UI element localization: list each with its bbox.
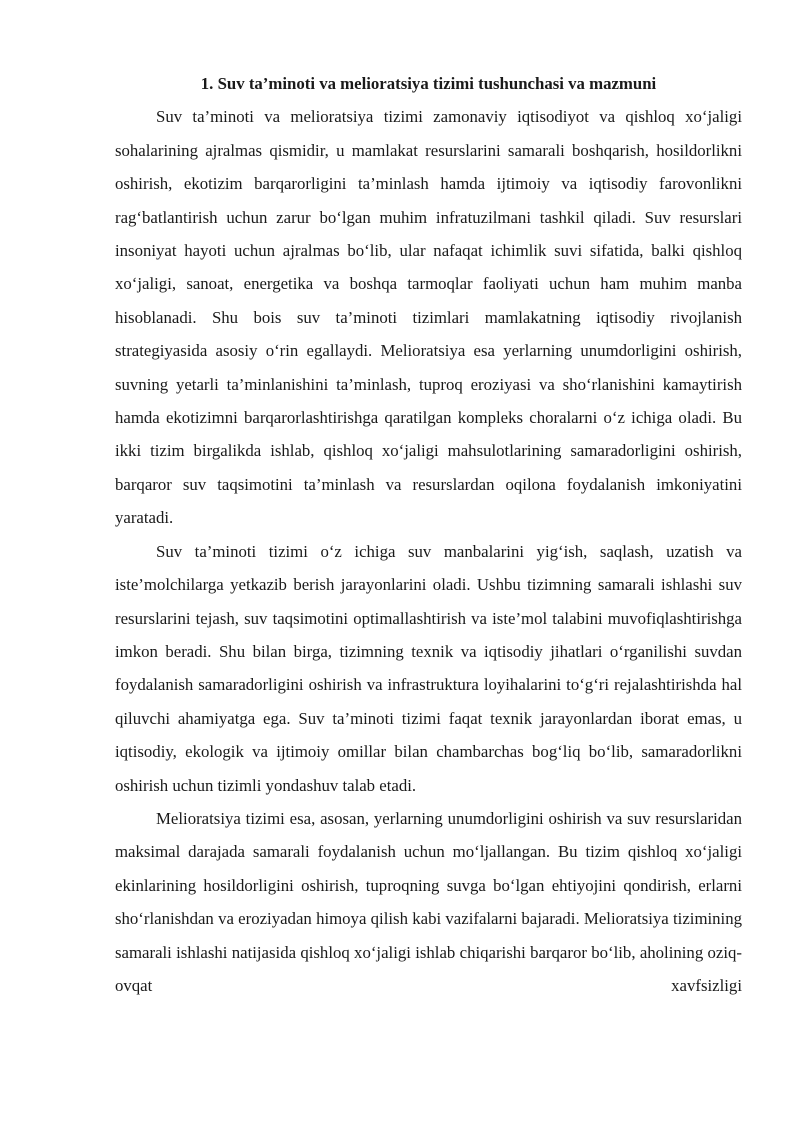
paragraph: Suv ta’minoti tizimi o‘z ichiga suv manbalarini yig‘ish, saqlash, uzatish va iste’molchilarga yetkazib berish jarayonlarini oladi. Ushbu tizimning samarali ishlashi suv resurslarini tejash, suv taqsimotini optimallashtirish va iste’mol talabini muvofiqlashtirishga imkon beradi. Shu bilan birga, tizimning texnik va iqtisodiy jihatlari o‘rganilishi suvdan foydalanish samaradorligini oshirish va infrastruktura loyihalarini to‘g‘ri rejalashtirishda hal qiluvchi ahamiyatga ega. Suv ta’minoti tizimi faqat texnik jarayonlardan iborat emas, u iqtisodiy, ekologik va ijtimoiy omillar bilan chambarchas bog‘liq bo‘lib, samaradorlikni oshirish uchun tizimli yondashuv talab etadi. — [115, 541, 742, 795]
paragraph: Suv ta’minoti va melioratsiya tizimi zamonaviy iqtisodiyot va qishloq xo‘jaligi sohalarining ajralmas qismidir, u mamlakat resurslarini samarali boshqarish, hosildorlikni oshirish, ekotizim barqarorligini ta’minlash hamda ijtimoiy va iqtisodiy farovonlikni rag‘batlantirish uchun zarur bo‘lgan muhim infratuzilmani tashkil qiladi. Suv resurslari insoniyat hayoti uchun ajralmas bo‘lib, ular nafaqat ichimlik suvi sifatida, balki qishloq xo‘jaligi, sanoat, energetika va boshqa tarmoqlar faoliyati uchun ham muhim manba hisoblanadi. Shu bois suv ta’minoti tizimlari mamlakatning iqtisodiy rivojlanish strategiyasida asosiy o‘rin egallaydi. Melioratsiya esa yerlarning unumdorligini oshirish, suvning yetarli ta’minlanishini ta’minlash, tuproq eroziyasi va sho‘rlanishini kamaytirish hamda ekotizimni barqarorlashtirishga qaratilgan kompleks choralarni o‘z ichiga oladi. Bu ikki tizim birgalikda ishlab, qishloq xo‘jaligi mahsulotlarining samaradorligini oshirish, barqaror suv taqsimotini ta’minlash va resurslardan oqilona foydalanish imkoniyatini yaratadi. — [115, 107, 742, 528]
section-heading: 1. Suv ta’minoti va melioratsiya tizimi tushunchasi va mazmuni — [200, 74, 657, 93]
document-body — [115, 67, 742, 1002]
paragraph: Melioratsiya tizimi esa, asosan, yerlarning unumdorligini oshirish va suv resurslaridan maksimal darajada samarali foydalanish uchun mo‘ljallangan. Bu tizim qishloq xo‘jaligi ekinlarining hosildorligini oshirish, tuproqning suvga bo‘lgan ehtiyojini qondirish, erlarni sho‘rlanishdan va eroziyadan himoya qilish kabi vazifalarni bajaradi. Melioratsiya tizimining samarali ishlashi natijasida qishloq xo‘jaligi ishlab chiqarishi barqaror bo‘lib, aholining oziq-ovqat xavfsizligi — [115, 808, 742, 995]
